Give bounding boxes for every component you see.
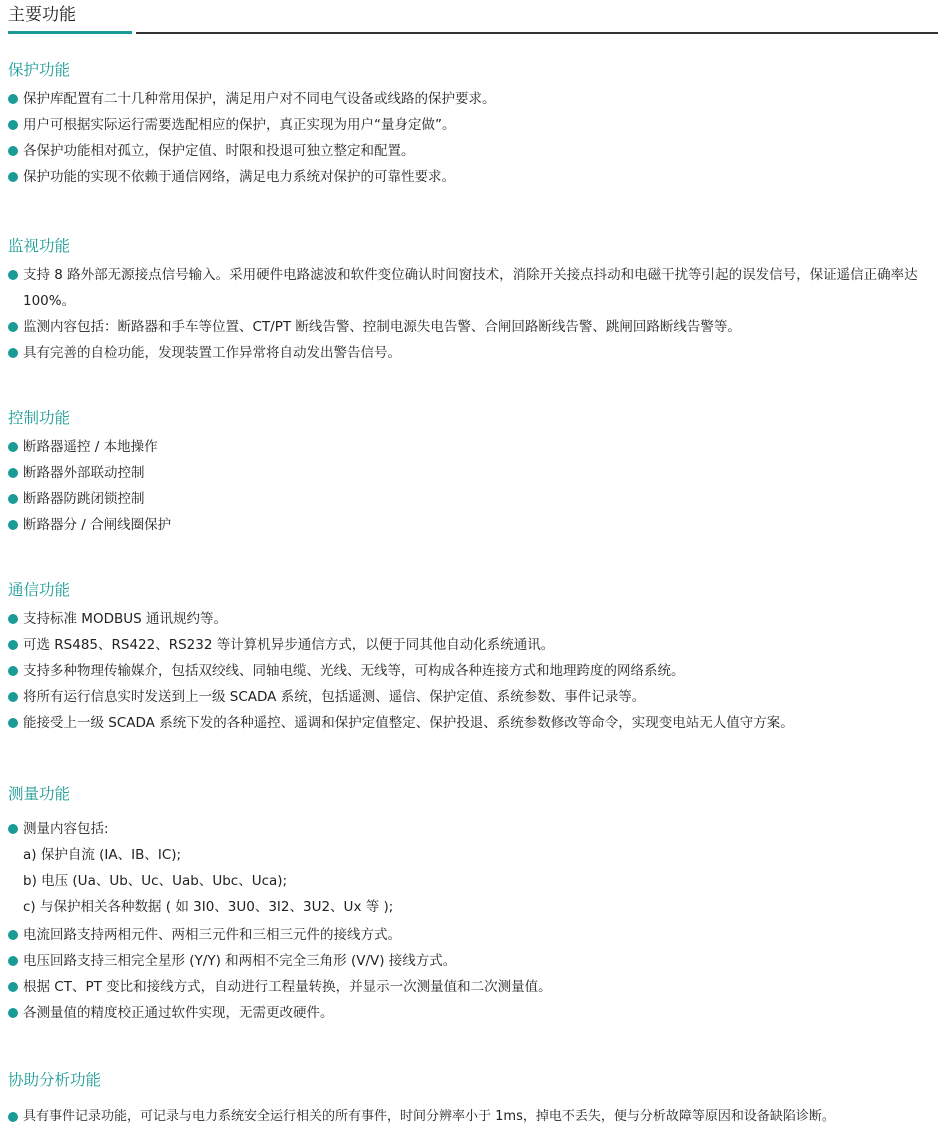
item-text: 支持标准 MODBUS 通讯规约等。: [23, 611, 227, 627]
list-item: [8, 512, 940, 538]
list-item: [8, 974, 940, 1000]
list-item: [8, 262, 940, 314]
item-text: 测量内容包括:: [23, 821, 109, 837]
list-item: [8, 138, 940, 164]
page-title: 主要功能: [8, 5, 76, 25]
section-title: 协助分析功能: [8, 1071, 102, 1089]
list-item: [8, 486, 940, 512]
list-item: [8, 1000, 940, 1026]
bullet-icon: [8, 1112, 18, 1122]
item-text: 电流回路支持两相元件、两相三元件和三相三元件的接线方式。: [23, 927, 401, 943]
sub-item: a) 保护自流 (IA、IB、IC);: [23, 847, 182, 863]
section-title: 测量功能: [8, 785, 71, 803]
section-title: 通信功能: [8, 581, 71, 599]
bullet-icon: [8, 666, 18, 676]
list-item: [8, 112, 940, 138]
bullet-icon: [8, 614, 18, 624]
item-text: 断路器分 / 合闸线圈保护: [23, 517, 172, 533]
item-text: 监测内容包括：断路器和手车等位置、CT/PT 断线告警、控制电源失电告警、合闸回路断线告警、跳闸回路断线告警等。: [23, 319, 741, 335]
list-item: [8, 1104, 940, 1130]
item-text: 可选 RS485、RS422、RS232 等计算机异步通信方式，以便于同其他自动化系统通讯。: [23, 637, 555, 653]
item-text: 具有完善的自检功能，发现装置工作异常将自动发出警告信号。: [23, 345, 401, 361]
item-text: 用户可根据实际运行需要选配相应的保护，真正实现为用户“量身定做”。: [23, 117, 456, 133]
bullet-icon: [8, 442, 18, 452]
section-title: 保护功能: [8, 61, 71, 79]
bullet-icon: [8, 270, 18, 280]
item-text: 电压回路支持三相完全星形 (Y/Y) 和两相不完全三角形 (V/V) 接线方式。: [23, 953, 457, 969]
item-text: 将所有运行信息实时发送到上一级 SCADA 系统，包括遥测、遥信、保护定值、系统参数、事件记录等。: [23, 689, 646, 705]
item-text: 能接受上一级 SCADA 系统下发的各种遥控、遥调和保护定值整定、保护投退、系统参数修改等命令，实现变电站无人值守方案。: [23, 715, 794, 731]
list-item: [8, 86, 940, 112]
item-text: 断路器外部联动控制: [23, 465, 145, 481]
bullet-icon: [8, 640, 18, 650]
item-text: 保护功能的实现不依赖于通信网络，满足电力系统对保护的可靠性要求。: [23, 169, 455, 185]
list-item: [8, 658, 940, 684]
list-item: [8, 314, 940, 340]
list-item: [8, 606, 940, 632]
page-header: [0, 0, 950, 36]
section-title: 监视功能: [8, 237, 71, 255]
bullet-icon: [8, 146, 18, 156]
section-title: 控制功能: [8, 409, 71, 427]
bullet-icon: [8, 120, 18, 130]
bullet-icon: [8, 956, 18, 966]
list-item: [8, 340, 940, 366]
item-text: 根据 CT、PT 变比和接线方式，自动进行工程量转换，并显示一次测量值和二次测量值。: [23, 979, 552, 995]
list-item: [8, 710, 940, 736]
item-text: 支持 8 路外部无源接点信号输入。采用硬件电路滤波和软件变位确认时间窗技术，消除开关接点抖动和电磁干扰等引起的误发信号，保证遥信正确率达 100%。: [23, 267, 918, 309]
list-item: [8, 684, 940, 710]
bullet-icon: [8, 468, 18, 478]
bullet-icon: [8, 94, 18, 104]
sub-item: b) 电压 (Ua、Ub、Uc、Uab、Ubc、Uca);: [23, 873, 288, 889]
sub-item: c) 与保护相关各种数据 ( 如 3I0、3U0、3I2、3U2、Ux 等 );: [23, 899, 394, 915]
list-item: [8, 922, 940, 948]
item-text: 支持多种物理传输媒介，包括双绞线、同轴电缆、光线、无线等，可构成各种连接方式和地理跨度的网络系统。: [23, 663, 685, 679]
item-text: 各测量值的精度校正通过软件实现，无需更改硬件。: [23, 1005, 334, 1021]
bullet-icon: [8, 1008, 18, 1018]
bullet-icon: [8, 982, 18, 992]
bullet-icon: [8, 494, 18, 504]
list-item: [8, 434, 940, 460]
list-item: [8, 948, 940, 974]
title-accent-rule: [8, 31, 132, 34]
item-text: 断路器防跳闭锁控制: [23, 491, 145, 507]
bullet-icon: [8, 692, 18, 702]
bullet-icon: [8, 930, 18, 940]
item-text: 具有事件记录功能，可记录与电力系统安全运行相关的所有事件，时间分辨率小于 1ms，掉电不丢失，便与分析故障等原因和设备缺陷诊断。: [23, 1109, 835, 1124]
list-item: [8, 816, 940, 842]
list-item: [8, 460, 940, 486]
item-text: 断路器遥控 / 本地操作: [23, 439, 158, 455]
bullet-icon: [8, 520, 18, 530]
bullet-icon: [8, 824, 18, 834]
bullet-icon: [8, 348, 18, 358]
bullet-icon: [8, 322, 18, 332]
item-text: 各保护功能相对孤立，保护定值、时限和投退可独立整定和配置。: [23, 143, 415, 159]
item-text: 保护库配置有二十几种常用保护，满足用户对不同电气设备或线路的保护要求。: [23, 91, 496, 107]
bullet-icon: [8, 718, 18, 728]
list-item: [8, 164, 940, 190]
title-divider-rule: [136, 32, 938, 34]
list-item: [8, 632, 940, 658]
bullet-icon: [8, 172, 18, 182]
